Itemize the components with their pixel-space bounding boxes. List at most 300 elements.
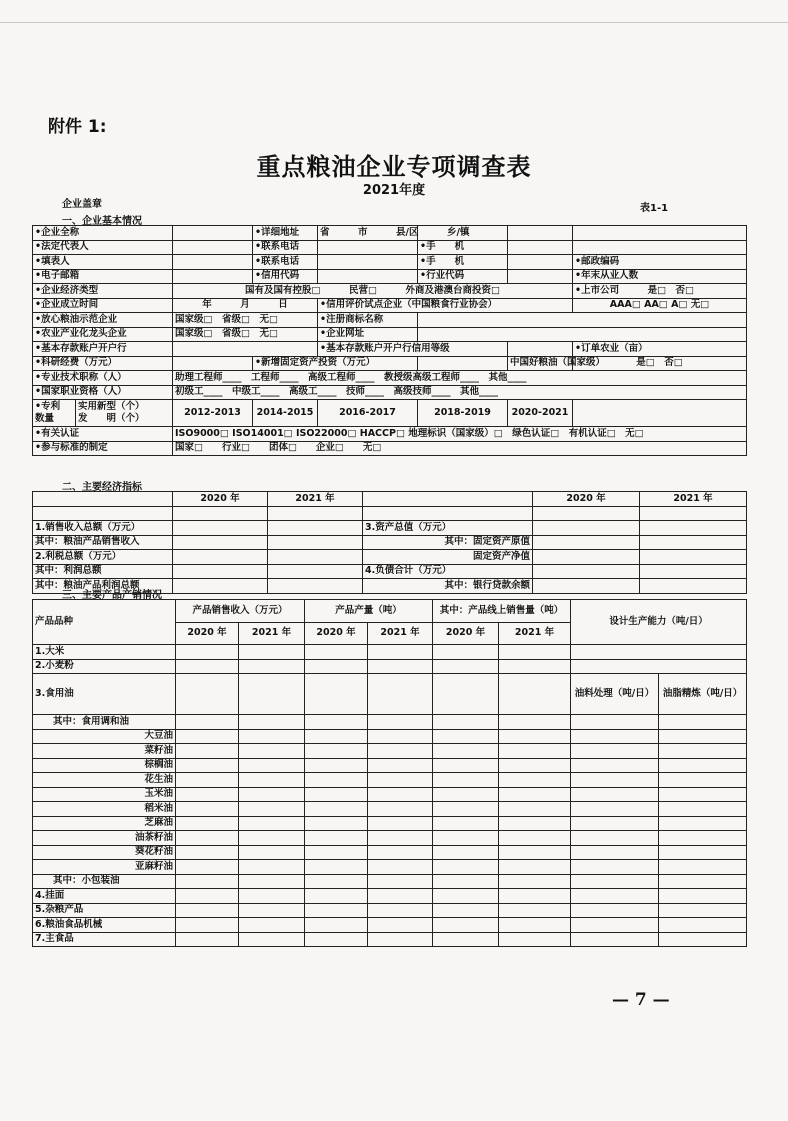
value-cell[interactable] [176,845,239,860]
basic-info-row [33,298,747,313]
good-grain-options[interactable]: 是□ 否□ [573,356,747,371]
product-row [33,674,747,715]
value-cell[interactable] [368,674,433,715]
indicator-label: 其中：固定资产原值 [363,535,533,550]
product-row [33,645,747,660]
value-cell[interactable] [499,845,571,860]
value-cell[interactable] [368,787,433,802]
indicator-label: 固定资产净值 [363,550,533,565]
document-title: 重点粮油企业专项调查表 [256,152,532,181]
value-cell[interactable] [173,506,268,521]
basic-info-row [33,385,747,400]
value-cell[interactable] [239,715,305,730]
fold-line [0,22,788,23]
value-cell[interactable] [176,744,239,759]
year-header: 2020 年 [173,492,268,507]
value-cell[interactable] [239,729,305,744]
value-cell[interactable] [499,860,571,875]
year-header: 2020 年 [305,622,368,645]
basic-info-row [33,269,747,284]
field-value[interactable] [418,313,747,328]
basic-info-row [33,255,747,270]
field-options[interactable]: 国家□ 行业□ 团体□ 企业□ 无□ [173,441,747,456]
year-header: 2021 年 [499,622,571,645]
value-cell[interactable] [659,744,747,759]
indicator-label: 其中：银行贷款余额 [363,579,533,594]
value-cell[interactable] [176,659,239,674]
field-label: •手 机 [418,240,508,255]
field-label: •有关认证 [33,427,173,442]
value-cell[interactable] [305,715,368,730]
value-cell[interactable] [571,889,659,904]
field-label: •填表人 [33,255,173,270]
credit-rating-options[interactable]: AAA□ AA□ A□ 无□ [573,298,747,313]
value-cell[interactable] [433,889,499,904]
product-row [33,816,747,831]
value-cell[interactable] [659,918,747,933]
value-cell[interactable] [499,744,571,759]
company-seal-label: 企业盖章 [62,199,102,210]
product-row [33,773,747,788]
field-value[interactable] [173,226,253,241]
value-cell[interactable] [368,874,433,889]
basic-info-row [33,284,747,299]
value-cell[interactable] [499,787,571,802]
product-label: 4.挂面 [33,889,176,904]
product-row [33,889,747,904]
field-label: •农业产业化龙头企业 [33,327,173,342]
value-cell[interactable] [368,715,433,730]
value-cell[interactable] [268,550,363,565]
value-cell[interactable] [433,715,499,730]
field-value[interactable] [508,269,573,284]
value-cell[interactable] [176,889,239,904]
field-label: •放心粮油示范企业 [33,313,173,328]
basic-info-row [33,441,747,456]
blank-cell [363,492,533,507]
value-cell[interactable] [173,550,268,565]
patent-number-label [33,400,76,426]
indicator-label: 3.资产总值（万元） [363,521,533,536]
value-cell[interactable] [368,889,433,904]
value-cell[interactable] [239,889,305,904]
field-value[interactable] [318,269,418,284]
indicator-label: 其中：利润总额 [33,564,173,579]
value-cell[interactable] [659,874,747,889]
patent-count[interactable] [573,400,747,427]
value-cell[interactable] [571,816,659,831]
patent-period: 2014-2015 [253,400,318,427]
value-cell[interactable] [176,715,239,730]
value-cell[interactable] [499,816,571,831]
value-cell[interactable] [499,903,571,918]
product-label: 菜籽油 [33,744,176,759]
product-label: 6.粮油食品机械 [33,918,176,933]
field-label: •参与标准的制定 [33,441,173,456]
product-header: 产品品种 [33,600,176,645]
value-cell[interactable] [659,758,747,773]
value-cell[interactable] [176,787,239,802]
field-label: 中国好粮油（国家级） [508,356,573,371]
field-label: •专业技术职称（人） [33,371,173,386]
value-cell[interactable] [368,744,433,759]
field-label: •企业网址 [318,327,418,342]
field-value[interactable] [173,240,253,255]
value-cell[interactable] [571,787,659,802]
product-label: 2.小麦粉 [33,659,176,674]
field-value[interactable] [508,240,573,255]
value-cell[interactable] [239,773,305,788]
basic-info-row [33,356,747,371]
value-cell[interactable] [173,564,268,579]
value-cell[interactable] [640,506,747,521]
value-cell[interactable] [571,773,659,788]
field-value[interactable] [318,255,418,270]
value-cell[interactable] [499,758,571,773]
value-cell[interactable] [433,831,499,846]
product-row [33,845,747,860]
value-cell[interactable] [176,860,239,875]
field-label: •基本存款账户开户行信用等级 [318,342,508,357]
basic-info-table [32,225,746,456]
value-cell[interactable] [571,744,659,759]
product-row [33,802,747,817]
field-value[interactable] [173,255,253,270]
value-cell[interactable] [659,787,747,802]
field-options[interactable]: 初级工____ 中级工____ 高级工____ 技师____ 高级技师____ 其他____ [173,385,747,400]
value-cell[interactable] [571,758,659,773]
value-cell[interactable] [176,918,239,933]
field-label: •联系电话 [253,240,318,255]
value-cell[interactable] [499,645,571,660]
value-cell[interactable] [176,729,239,744]
field-label: •基本存款账户开户行 [33,342,173,357]
value-cell[interactable] [305,659,368,674]
value-cell[interactable] [533,535,640,550]
value-cell[interactable] [305,773,368,788]
value-cell[interactable] [368,845,433,860]
value-cell[interactable] [433,773,499,788]
value-cell[interactable] [499,932,571,947]
economic-type-options[interactable]: 国有及国有控股□ 民营□ 外商及港澳台商投资□ [173,284,573,299]
field-value[interactable] [508,255,573,270]
level-options[interactable]: 国家级□ 省级□ 无□ [173,327,318,342]
value-cell[interactable] [499,874,571,889]
field-value[interactable] [173,342,318,357]
value-cell[interactable] [176,802,239,817]
value-cell[interactable] [239,874,305,889]
value-cell[interactable] [640,564,747,579]
value-cell[interactable] [176,645,239,660]
value-cell[interactable] [305,932,368,947]
field-value[interactable] [508,226,573,241]
field-label: •行业代码 [418,269,508,284]
value-cell[interactable] [433,758,499,773]
field-value[interactable]: 省 市 县/区 乡/镇 [318,226,418,241]
value-cell[interactable] [571,845,659,860]
value-cell[interactable] [368,831,433,846]
value-cell[interactable] [659,831,747,846]
value-cell[interactable] [499,729,571,744]
value-cell[interactable] [571,860,659,875]
value-cell[interactable] [433,729,499,744]
value-cell[interactable] [176,773,239,788]
value-cell[interactable] [571,659,747,674]
year-header: 2021 年 [368,622,433,645]
value-cell[interactable] [239,659,305,674]
value-cell[interactable] [571,831,659,846]
economic-row [33,550,747,565]
product-label: 玉米油 [33,787,176,802]
products-table [32,599,746,947]
value-cell[interactable] [659,889,747,904]
value-cell[interactable] [176,903,239,918]
value-cell[interactable] [268,506,363,521]
value-cell[interactable] [176,932,239,947]
product-label: 其中：小包装油 [33,874,176,889]
value-cell[interactable] [176,816,239,831]
product-label: 7.主食品 [33,932,176,947]
value-cell[interactable] [499,918,571,933]
value-cell[interactable] [433,918,499,933]
table-number: 表1-1 [640,203,669,214]
value-cell[interactable] [433,816,499,831]
value-cell[interactable] [571,715,659,730]
value-cell[interactable] [659,729,747,744]
value-cell[interactable] [499,674,571,715]
value-cell[interactable] [640,550,747,565]
value-cell[interactable] [571,645,747,660]
field-value[interactable] [173,356,253,371]
listed-company-field[interactable]: •上市公司 是□ 否□ [573,284,747,299]
economic-row [33,521,747,536]
value-cell[interactable] [659,816,747,831]
value-cell[interactable] [239,802,305,817]
product-label: 稻米油 [33,802,176,817]
value-cell[interactable] [176,674,239,715]
value-cell[interactable] [173,579,268,594]
value-cell[interactable] [305,787,368,802]
value-cell[interactable] [239,845,305,860]
patent-label [33,400,173,427]
field-label: •企业全称 [33,226,173,241]
value-cell[interactable] [305,874,368,889]
field-value[interactable] [173,269,253,284]
value-cell[interactable] [239,831,305,846]
value-cell[interactable] [368,903,433,918]
value-cell[interactable] [433,860,499,875]
value-cell[interactable] [499,773,571,788]
value-cell[interactable] [571,729,659,744]
value-cell[interactable] [533,521,640,536]
value-cell[interactable] [176,874,239,889]
value-cell[interactable] [499,715,571,730]
economic-header-row [33,492,747,507]
value-cell[interactable] [239,744,305,759]
indicator-label [33,506,173,521]
value-cell[interactable] [659,860,747,875]
value-cell[interactable] [368,816,433,831]
value-cell[interactable] [659,845,747,860]
value-cell[interactable] [239,860,305,875]
value-cell[interactable] [533,579,640,594]
value-cell[interactable] [268,564,363,579]
patent-type-labels [76,400,172,426]
value-cell[interactable] [239,674,305,715]
invention-label: 发 明（个） [78,413,145,424]
indicator-label: 其中：粮油产品销售收入 [33,535,173,550]
sales-header: 产品销售收入（万元） [176,600,305,623]
field-options[interactable]: 助理工程师____ 工程师____ 高级工程师____ 教授级高级工程师____ 其他____ [173,371,747,386]
value-cell[interactable] [533,550,640,565]
year-header: 2020 年 [433,622,499,645]
value-cell[interactable] [368,932,433,947]
value-cell[interactable] [305,845,368,860]
basic-info-row [33,240,747,255]
value-cell[interactable] [571,918,659,933]
value-cell[interactable] [499,889,571,904]
value-cell[interactable] [368,758,433,773]
value-cell[interactable] [533,506,640,521]
value-cell[interactable] [268,535,363,550]
product-label: 芝麻油 [33,816,176,831]
value-cell[interactable] [305,758,368,773]
document-year: 2021年度 [362,183,426,198]
value-cell[interactable] [433,802,499,817]
value-cell[interactable] [433,674,499,715]
value-cell[interactable] [659,715,747,730]
value-cell[interactable] [305,674,368,715]
product-row [33,831,747,846]
value-cell[interactable] [305,729,368,744]
field-value[interactable] [508,342,573,357]
field-label: •邮政编码 [573,255,747,270]
founding-date-field[interactable]: 年 月 日 [173,298,318,313]
value-cell[interactable] [239,787,305,802]
value-cell[interactable] [305,831,368,846]
value-cell[interactable] [571,802,659,817]
field-value[interactable] [418,356,508,371]
value-cell[interactable] [305,903,368,918]
value-cell[interactable] [433,659,499,674]
patent-period: 2016-2017 [318,400,418,427]
page-number: — 7 — [612,990,670,1010]
value-cell[interactable] [239,645,305,660]
value-cell[interactable] [659,773,747,788]
value-cell[interactable] [239,758,305,773]
year-header: 2020 年 [176,622,239,645]
value-cell[interactable] [659,802,747,817]
field-label: •联系电话 [253,255,318,270]
value-cell[interactable] [305,744,368,759]
section1-title: 一、企业基本情况 [62,216,142,227]
product-row [33,758,747,773]
value-cell[interactable] [640,521,747,536]
value-cell[interactable] [433,645,499,660]
value-cell[interactable] [368,773,433,788]
indicator-label: 其中：粮油产品利润总额 [33,579,173,594]
field-label: •手 机 [418,255,508,270]
field-label: •注册商标名称 [318,313,418,328]
attachment-label: 附件 1: [48,117,107,137]
economic-row [33,535,747,550]
value-cell[interactable] [640,535,747,550]
value-cell[interactable] [368,918,433,933]
year-header: 2021 年 [268,492,363,507]
value-cell[interactable] [305,889,368,904]
value-cell[interactable] [239,932,305,947]
value-cell[interactable] [368,729,433,744]
value-cell[interactable] [433,874,499,889]
value-cell[interactable] [305,860,368,875]
value-cell[interactable] [176,831,239,846]
value-cell[interactable] [571,903,659,918]
section2-title: 二、主要经济指标 [62,482,142,493]
field-label: •科研经费（万元） [33,356,173,371]
value-cell[interactable] [305,645,368,660]
value-cell[interactable] [640,579,747,594]
field-label: •法定代表人 [33,240,173,255]
year-header: 2021 年 [640,492,747,507]
product-label: 大豆油 [33,729,176,744]
product-label: 亚麻籽油 [33,860,176,875]
patent-label-b: 数量 [35,413,55,424]
value-cell[interactable] [433,787,499,802]
patent-period: 2018-2019 [418,400,508,427]
value-cell[interactable] [176,758,239,773]
value-cell[interactable] [433,932,499,947]
basic-info-row [33,313,747,328]
value-cell[interactable] [239,918,305,933]
value-cell[interactable] [239,816,305,831]
value-cell[interactable] [659,932,747,947]
value-cell[interactable] [499,831,571,846]
value-cell[interactable] [305,918,368,933]
section3-title: 三、主要产品产销情况 [62,590,162,601]
value-cell[interactable] [433,903,499,918]
field-label: •企业经济类型 [33,284,173,299]
value-cell[interactable] [433,845,499,860]
field-options[interactable]: ISO9000□ ISO14001□ ISO22000□ HACCP□ 地理标识（国家级）□ 绿色认证□ 有机认证□ 无□ [173,427,747,442]
value-cell[interactable] [433,744,499,759]
value-cell[interactable] [368,860,433,875]
value-cell[interactable] [571,874,659,889]
value-cell[interactable] [173,535,268,550]
value-cell[interactable] [571,932,659,947]
value-cell[interactable] [305,816,368,831]
basic-info-row [33,427,747,442]
value-cell[interactable] [659,903,747,918]
value-cell[interactable] [368,802,433,817]
value-cell[interactable] [268,579,363,594]
value-cell[interactable] [173,521,268,536]
value-cell[interactable] [533,564,640,579]
value-cell[interactable] [499,659,571,674]
value-cell[interactable] [268,521,363,536]
field-value[interactable] [418,327,747,342]
value-cell[interactable] [499,802,571,817]
value-cell[interactable] [305,802,368,817]
value-cell[interactable] [368,659,433,674]
product-row [33,860,747,875]
value-cell[interactable] [368,645,433,660]
product-label: 棕榈油 [33,758,176,773]
value-cell[interactable] [239,903,305,918]
level-options[interactable]: 国家级□ 省级□ 无□ [173,313,318,328]
patent-label-a: •专利 [35,401,61,412]
products-header-row [33,600,747,623]
field-value[interactable] [318,240,418,255]
